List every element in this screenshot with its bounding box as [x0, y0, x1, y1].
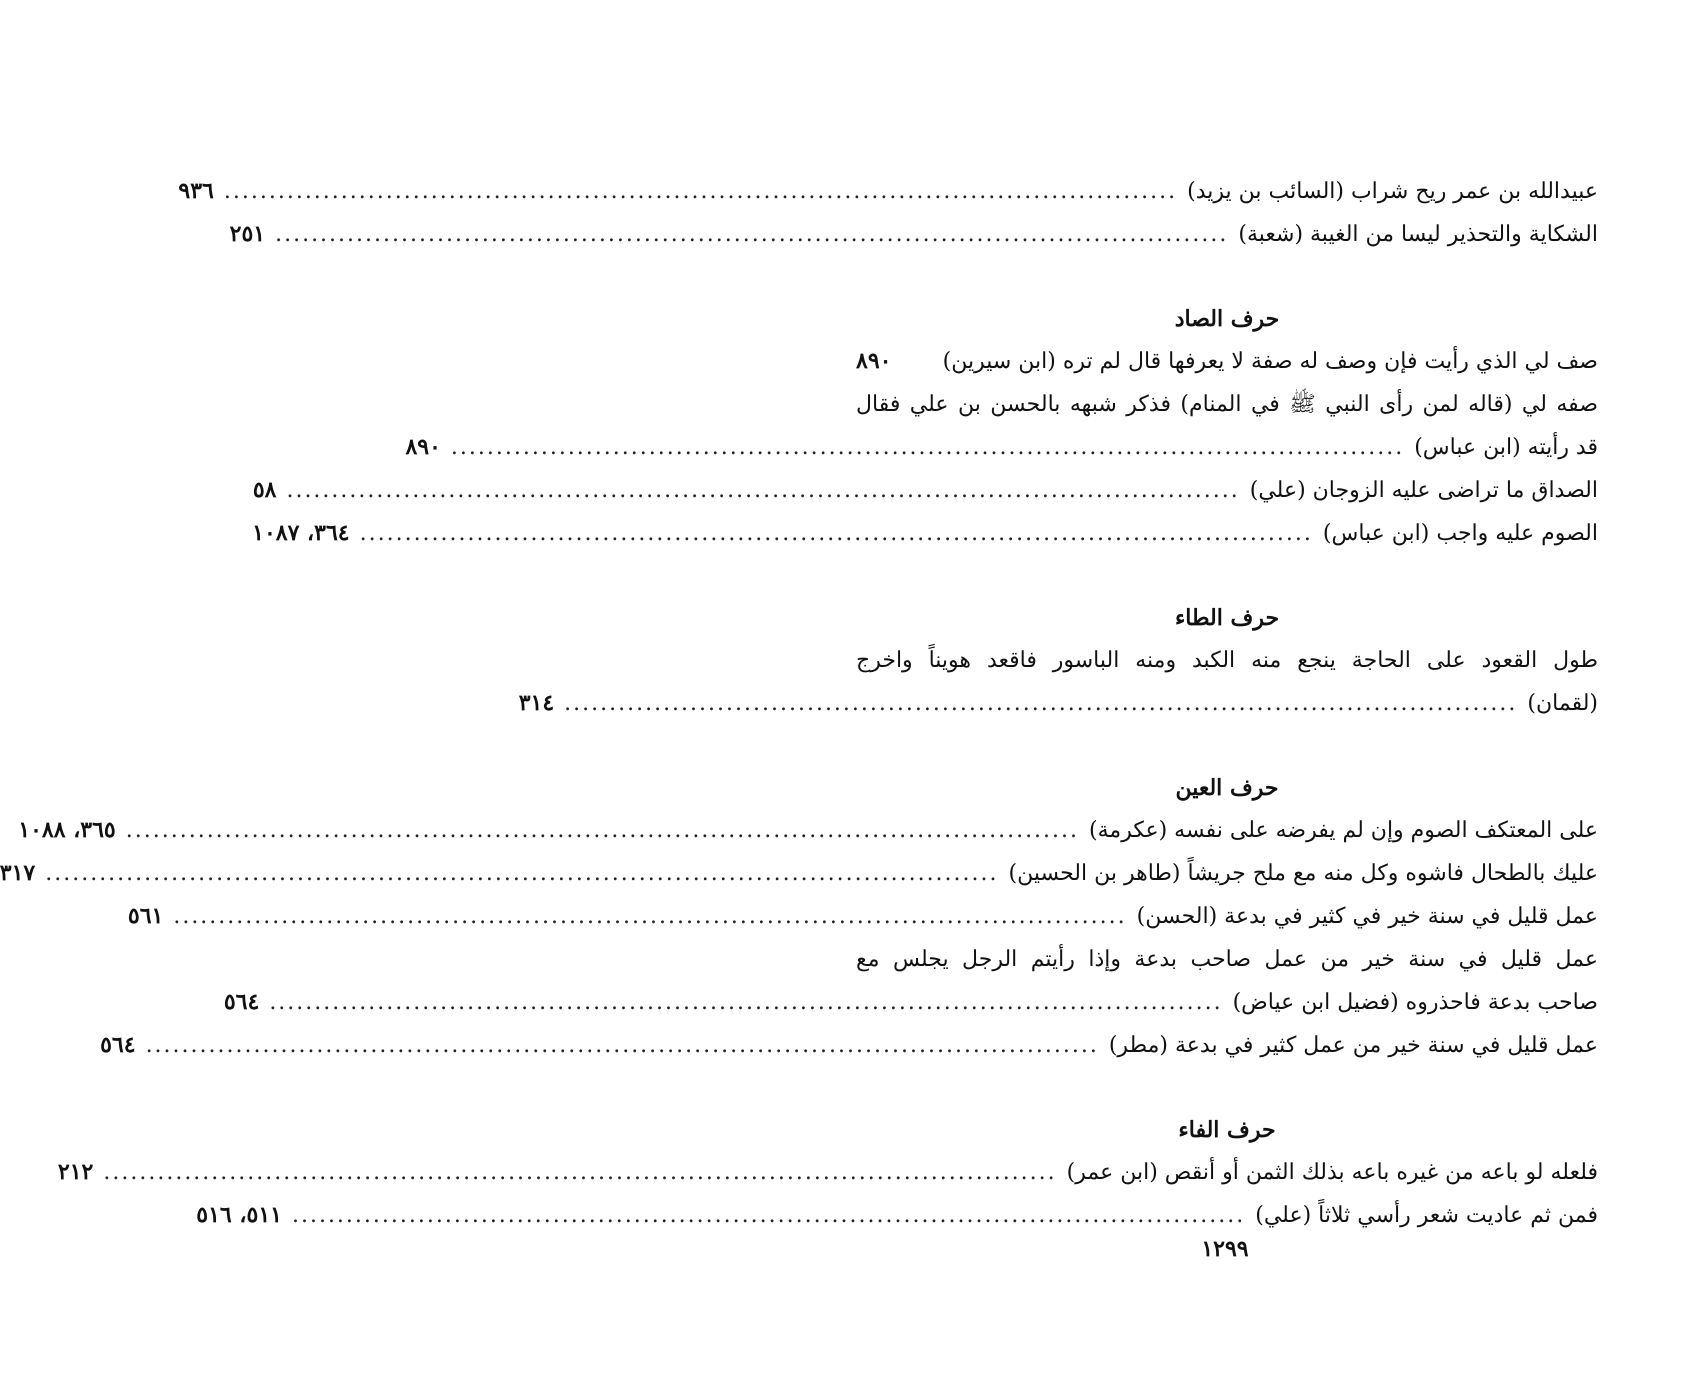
entry-line [178, 170, 1598, 213]
dot-leader: .......................................................................................................... [173, 904, 1127, 929]
entry-text: عمل قليل في سنة خير في كثير في بدعة (الحسن) [1136, 904, 1598, 929]
entry-line [518, 682, 1598, 725]
entry-line [252, 469, 1598, 512]
entry-text: على المعتكف الصوم وإن لم يفرضه على نفسه (عكرمة) [1089, 818, 1598, 843]
entry-line [405, 426, 1598, 469]
entry-text: قد رأيته (ابن عباس) [1414, 435, 1598, 460]
entry-line: عمل قليل في سنة خير من عمل صاحب بدعة وإذا رأيتم الرجل يجلس مع [856, 947, 1598, 972]
entry-pages: ٥٦١ [127, 903, 164, 929]
entry-text: صاحب بدعة فاحذروه (فضيل ابن عياض) [1232, 990, 1598, 1015]
entry-pages: ٥١١، ٥١٦ [196, 1202, 282, 1228]
dot-leader: .......................................................................................................... [359, 521, 1313, 546]
entry-line [18, 809, 1598, 852]
entry-pages: ٨٩٠ [405, 434, 441, 460]
section-heading: حرف الصاد [1174, 306, 1280, 332]
section-heading: حرف العين [1175, 775, 1279, 801]
dot-leader: .......................................................................................................... [269, 990, 1223, 1015]
index-entry [0, 852, 1598, 895]
section-sad [252, 300, 1598, 555]
entry-pages: ٥٨ [252, 477, 277, 503]
index-page [0, 170, 1598, 1237]
index-entry [518, 639, 1598, 725]
entry-line [57, 1151, 1598, 1194]
index-entry [127, 895, 1598, 938]
index-entry [18, 809, 1598, 852]
dot-leader: .......................................................................................................... [103, 1160, 1057, 1185]
entry-pages: ٣١٤ [518, 690, 555, 716]
section-taa [518, 599, 1598, 725]
index-entry [223, 938, 1598, 1024]
entry-pages: ٥٦٤ [100, 1032, 136, 1058]
entry-text: الشكاية والتحذير ليسا من الغيبة (شعبة) [1238, 222, 1598, 247]
entry-pages: ٥٦٤ [223, 989, 260, 1015]
dot-leader: .......................................................................................................... [450, 435, 1405, 460]
section-continued [178, 170, 1598, 256]
entry-line [0, 852, 1598, 895]
entry-text: عليك بالطحال فاشوه وكل منه مع ملح جريشاً (طاهر بن الحسين) [1008, 861, 1598, 886]
entry-text: الصداق ما تراضى عليه الزوجان (علي) [1249, 478, 1598, 503]
entry-text: عبيدالله بن عمر ريح شراب (السائب بن يزيد) [1187, 179, 1598, 204]
entry-pages: ٢٥١ [229, 221, 266, 247]
index-entry [100, 1024, 1598, 1067]
dot-leader: .......................................................................................................... [223, 179, 1178, 204]
entry-line [223, 981, 1598, 1024]
entry-line [100, 1024, 1598, 1067]
entry-pages: ٩٣٦ [178, 178, 214, 204]
entry-text: فلعله لو باعه من غيره باعه بذلك الثمن أو أنقص (ابن عمر) [1066, 1160, 1598, 1185]
dot-leader: .......................................................................................................... [275, 222, 1229, 247]
section-heading: حرف الفاء [1178, 1117, 1276, 1143]
index-entry [57, 1151, 1598, 1194]
dot-leader: .......................................................................................................... [291, 1203, 1246, 1228]
entry-text: صف لي الذي رأيت فإن وصف له صفة لا يعرفها قال لم تره (ابن سيرين) [942, 349, 1598, 374]
dot-leader: .......................................................................................................... [145, 1033, 1099, 1058]
index-entry [229, 213, 1598, 256]
index-entry [856, 340, 1598, 383]
entry-text: الصوم عليه واجب (ابن عباس) [1322, 521, 1598, 546]
entry-line [252, 512, 1598, 555]
entry-pages: ٣١٧ [0, 860, 36, 886]
entry-line [229, 213, 1598, 256]
section-heading: حرف الطاء [1174, 605, 1280, 631]
entry-line [856, 340, 1598, 383]
index-entry [252, 512, 1598, 555]
entry-pages: ٨٩٠ [856, 348, 892, 374]
dot-leader: .......................................................................................................... [286, 478, 1240, 503]
entry-pages: ٣٦٤، ١٠٨٧ [252, 520, 350, 546]
entry-line [127, 895, 1598, 938]
index-entry [178, 170, 1598, 213]
dot-leader: .......................................................................................................... [45, 861, 999, 886]
entry-pages: ٢١٢ [57, 1159, 94, 1185]
index-entry [196, 1194, 1598, 1237]
index-entry [405, 383, 1598, 469]
dot-leader: .......................................................................................................... [564, 691, 1518, 716]
section-ain [0, 769, 1598, 1067]
page-number: ١٢٩٩ [1201, 1236, 1249, 1262]
entry-pages: ٣٦٥، ١٠٨٨ [18, 817, 116, 843]
entry-text: (لقمان) [1527, 691, 1598, 716]
entry-text: فمن ثم عاديت شعر رأسي ثلاثاً (علي) [1255, 1203, 1598, 1228]
entry-text: عمل قليل في سنة خير من عمل كثير في بدعة (مطر) [1108, 1033, 1598, 1058]
entry-line [196, 1194, 1598, 1237]
entry-line: طول القعود على الحاجة ينجع منه الكبد ومنه الباسور فاقعد هويناً واخرج [856, 648, 1598, 673]
dot-leader: .......................................................................................................... [125, 818, 1080, 843]
entry-line: صفه لي (قاله لمن رأى النبي ﷺ في المنام) فذكر شبهه بالحسن بن علي فقال [856, 392, 1598, 417]
index-entry [252, 469, 1598, 512]
section-faa [57, 1111, 1598, 1237]
